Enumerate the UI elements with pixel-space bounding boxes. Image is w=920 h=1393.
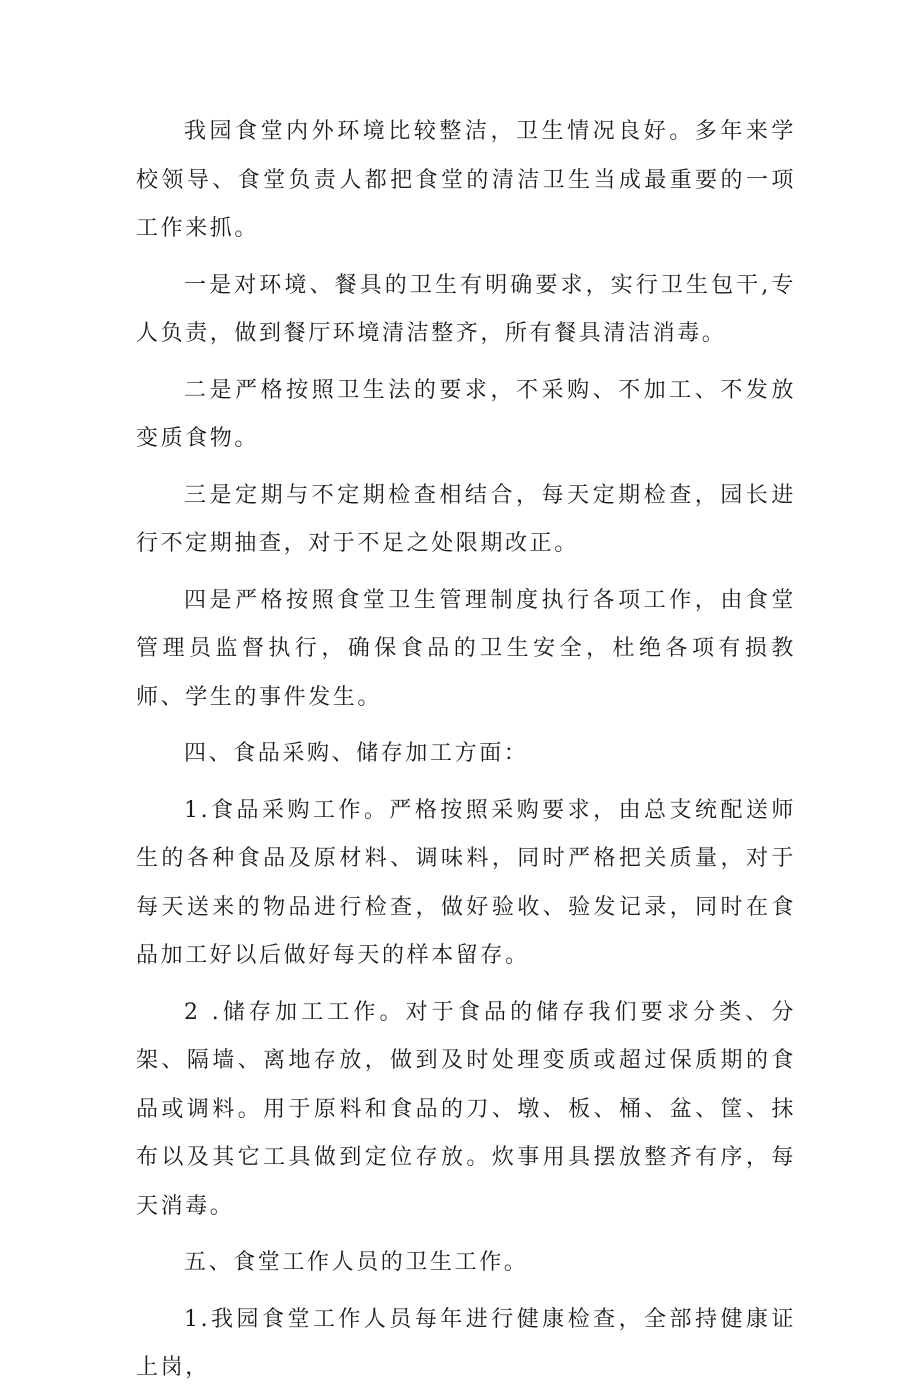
paragraph-item-three: 三是定期与不定期检查相结合，每天定期检查，园长进行不定期抽查，对于不足之处限期改正。 (136, 482, 796, 556)
paragraph-storage: 2 .储存加工工作。对于食品的储存我们要求分类、分架、隔墙、离地存放，做到及时处理变质或超过保质期的食品或调料。用于原料和食品的刀、墩、板、桶、盆、筐、抹布以及其它工具做到定位存放。炊事用具摆放整齐有序，每天消毒。 (136, 999, 796, 1219)
paragraph-item-two: 二是严格按照卫生法的要求，不采购、不加工、不发放变质食物。 (136, 377, 796, 451)
document-body (136, 108, 796, 1393)
paragraph-item-four: 四是严格按照食堂卫生管理制度执行各项工作，由食堂管理员监督执行，确保食品的卫生安全，杜绝各项有损教师、学生的事件发生。 (136, 587, 796, 710)
paragraph-procurement: 1.食品采购工作。严格按照采购要求，由总支统配送师生的各种食品及原材料、调味料，同时严格把关质量，对于每天送来的物品进行检查，做好验收、验发记录，同时在食品加工好以后做好每天的样本留存。 (136, 797, 796, 968)
paragraph-health-check: 1.我园食堂工作人员每年进行健康检查，全部持健康证上岗， (136, 1306, 796, 1380)
section-heading-staff-hygiene: 五、食堂工作人员的卫生工作。 (184, 1250, 529, 1275)
section-heading-food-procurement: 四、食品采购、储存加工方面： (184, 741, 529, 766)
paragraph-item-one: 一是对环境、餐具的卫生有明确要求，实行卫生包干,专人负责，做到餐厅环境清洁整齐，所有餐具清洁消毒。 (136, 272, 796, 346)
paragraph-intro: 我园食堂内外环境比较整洁，卫生情况良好。多年来学校领导、食堂负责人都把食堂的清洁卫生当成最重要的一项工作来抓。 (136, 119, 796, 241)
